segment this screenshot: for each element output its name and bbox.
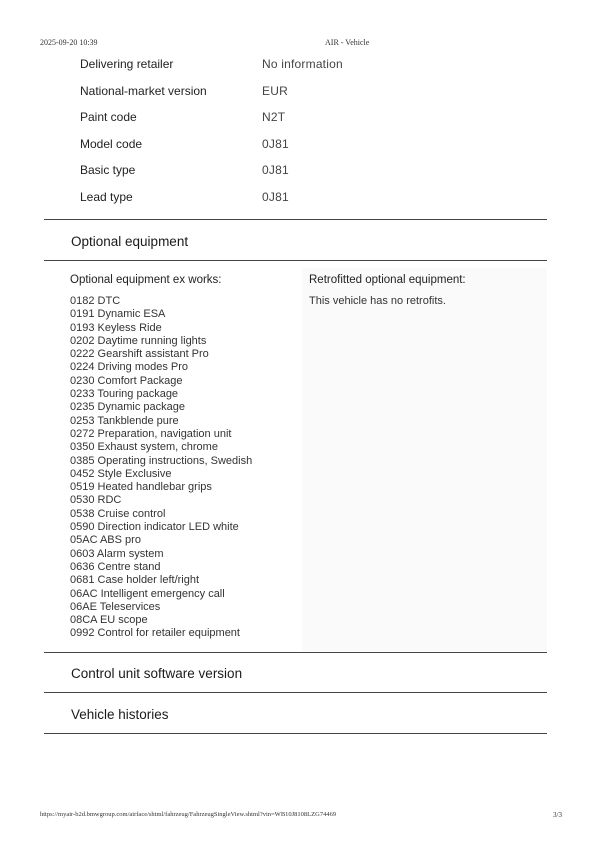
list-item: 08CA EU scope <box>70 614 148 627</box>
optional-equipment-section-title: Optional equipment <box>71 234 189 249</box>
list-item: 0992 Control for retailer equipment <box>70 627 240 640</box>
page-number: 3/3 <box>553 811 562 819</box>
list-item: 0272 Preparation, navigation unit <box>70 427 232 440</box>
list-item: 0350 Exhaust system, chrome <box>70 441 218 454</box>
info-label-delivering-retailer: Delivering retailer <box>80 57 174 71</box>
list-item: 0235 Dynamic package <box>70 401 185 414</box>
print-page-title: AIR - Vehicle <box>325 38 370 47</box>
section-divider <box>44 260 547 261</box>
info-value-lead-type: 0J81 <box>262 190 289 204</box>
retrofitted-text: This vehicle has no retrofits. <box>309 295 446 307</box>
info-label-lead-type: Lead type <box>80 190 133 204</box>
list-item: 05AC ABS pro <box>70 534 141 547</box>
equipment-list <box>70 295 252 641</box>
section-divider <box>44 733 547 734</box>
info-label-paint-code: Paint code <box>80 110 137 124</box>
section-divider <box>44 692 547 693</box>
info-label-national-market-version: National-market version <box>80 84 207 98</box>
list-item: 0202 Daytime running lights <box>70 334 207 347</box>
info-label-basic-type: Basic type <box>80 163 136 177</box>
list-item: 0230 Comfort Package <box>70 374 183 387</box>
list-item: 0519 Heated handlebar grips <box>70 481 212 494</box>
list-item: 0681 Case holder left/right <box>70 574 200 587</box>
list-item: 06AE Teleservices <box>70 600 161 613</box>
list-item: 0193 Keyless Ride <box>70 321 162 334</box>
control-unit-section-title: Control unit software version <box>71 666 243 681</box>
section-divider <box>44 219 547 220</box>
section-divider <box>44 652 547 653</box>
info-value-model-code: 0J81 <box>262 137 289 151</box>
list-item: 0224 Driving modes Pro <box>70 361 189 374</box>
list-item: 0603 Alarm system <box>70 547 164 560</box>
vehicle-histories-section-title: Vehicle histories <box>71 707 169 722</box>
info-label-model-code: Model code <box>80 137 143 151</box>
list-item: 0538 Cruise control <box>70 507 166 520</box>
list-item: 0452 Style Exclusive <box>70 467 172 480</box>
list-item: 06AC Intelligent emergency call <box>70 587 225 600</box>
list-item: 0222 Gearshift assistant Pro <box>70 348 209 361</box>
info-value-basic-type: 0J81 <box>262 163 289 177</box>
footer-url: https://myair-b2d.bmwgroup.com/airface/shtml/fahrzeug/FahrzeugSingleView.shtml?vin=WB10J8108LZG74469 <box>40 811 337 818</box>
info-value-delivering-retailer: No information <box>262 57 343 71</box>
info-value-national-market-version: EUR <box>262 84 288 98</box>
info-value-paint-code: N2T <box>262 110 286 124</box>
list-item: 0530 RDC <box>70 494 122 507</box>
list-item: 0636 Centre stand <box>70 560 161 573</box>
list-item: 0590 Direction indicator LED white <box>70 521 239 534</box>
print-datetime: 2025-09-20 10:39 <box>40 38 98 47</box>
list-item: 0191 Dynamic ESA <box>70 308 166 321</box>
list-item: 0253 Tankblende pure <box>70 414 179 427</box>
retrofitted-heading: Retrofitted optional equipment: <box>309 274 466 286</box>
list-item: 0233 Touring package <box>70 388 179 401</box>
list-item: 0182 DTC <box>70 295 121 307</box>
list-item: 0385 Operating instructions, Swedish <box>70 454 253 467</box>
ex-works-heading: Optional equipment ex works: <box>70 274 222 286</box>
retrofitted-column-background <box>302 268 547 651</box>
